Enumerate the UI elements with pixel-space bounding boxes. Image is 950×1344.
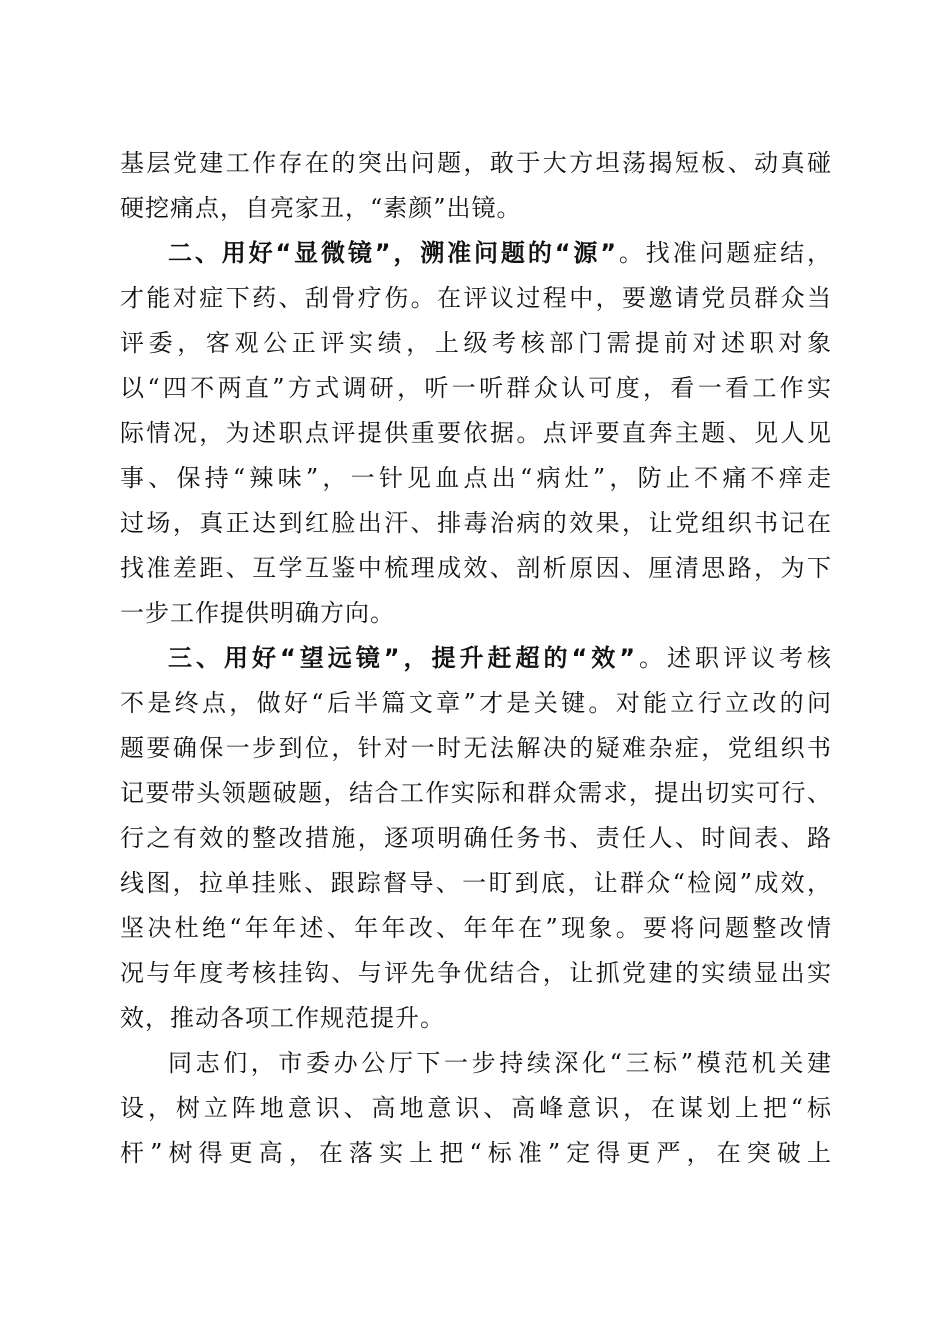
line-text: 况与年度考核挂钩、与评先争优结合，让抓党建的实绩显出实: [120, 959, 832, 987]
text-line: [120, 411, 832, 456]
text-line: [120, 141, 832, 186]
text-line: [120, 276, 832, 321]
text-line: [120, 816, 832, 861]
line-text: 才能对症下药、刮骨疗伤。在评议过程中，要邀请党员群众当: [120, 284, 832, 312]
line-text: 以“四不两直”方式调研，听一听群众认可度，看一看工作实: [120, 374, 832, 402]
text-line: [120, 1041, 832, 1086]
line-text: 效，推动各项工作规范提升。: [120, 1004, 445, 1032]
paragraph: [120, 141, 832, 231]
line-text: 过场，真正达到红脸出汗、排毒治病的效果，让党组织书记在: [120, 509, 832, 537]
document-page: [120, 141, 832, 1176]
text-line: [120, 321, 832, 366]
line-text: 记要带头领题破题，结合工作实际和群众需求，提出切实可行、: [120, 779, 832, 807]
line-text: 找准差距、互学互鉴中梳理成效、剖析原因、厘清思路，为下: [120, 554, 832, 582]
line-text: 事、保持“辣味”，一针见血点出“病灶”，防止不痛不痒走: [120, 464, 832, 492]
line-text: 设，树立阵地意识、高地意识、高峰意识，在谋划上把“标: [120, 1094, 832, 1122]
text-line: [120, 186, 832, 231]
paragraph: [120, 231, 832, 636]
line-text: 硬挖痛点，自亮家丑，“素颜”出镜。: [120, 194, 522, 222]
text-line: [120, 546, 832, 591]
text-line: [120, 771, 832, 816]
text-line: [120, 636, 832, 681]
section-heading: 三、用好“望远镜”，提升赶超的“效”: [168, 644, 637, 672]
line-text: 基层党建工作存在的突出问题，敢于大方坦荡揭短板、动真碰: [120, 149, 832, 177]
text-line: [120, 681, 832, 726]
text-line: [120, 996, 832, 1041]
paragraph: [120, 1041, 832, 1176]
line-text: 不是终点，做好“后半篇文章”才是关键。对能立行立改的问: [120, 689, 832, 717]
line-text: 行之有效的整改措施，逐项明确任务书、责任人、时间表、路: [120, 824, 832, 852]
line-text: 同志们，市委办公厅下一步持续深化“三标”模范机关建: [168, 1049, 832, 1077]
line-text: 杆”树得更高，在落实上把“标准”定得更严，在突破上: [120, 1139, 832, 1167]
text-line: [120, 726, 832, 771]
text-line: [120, 951, 832, 996]
text-line: [120, 456, 832, 501]
text-line: [120, 1086, 832, 1131]
line-text: 。述职评议考核: [636, 644, 833, 672]
line-text: 一步工作提供明确方向。: [120, 599, 395, 627]
text-line: [120, 366, 832, 411]
text-line: [120, 231, 832, 276]
text-line: [120, 861, 832, 906]
text-line: [120, 1131, 832, 1176]
line-text: 坚决杜绝“年年述、年年改、年年在”现象。要将问题整改情: [120, 914, 832, 942]
text-line: [120, 906, 832, 951]
line-text: 际情况，为述职点评提供重要依据。点评要直奔主题、见人见: [120, 419, 832, 447]
text-line: [120, 591, 832, 636]
line-text: 。找准问题症结，: [617, 239, 833, 267]
paragraph: [120, 636, 832, 1041]
line-text: 评委，客观公正评实绩，上级考核部门需提前对述职对象: [120, 329, 832, 357]
section-heading: 二、用好“显微镜”，溯准问题的“源”: [168, 239, 617, 267]
line-text: 线图，拉单挂账、跟踪督导、一盯到底，让群众“检阅”成效，: [120, 869, 832, 897]
text-line: [120, 501, 832, 546]
line-text: 题要确保一步到位，针对一时无法解决的疑难杂症，党组织书: [120, 734, 832, 762]
